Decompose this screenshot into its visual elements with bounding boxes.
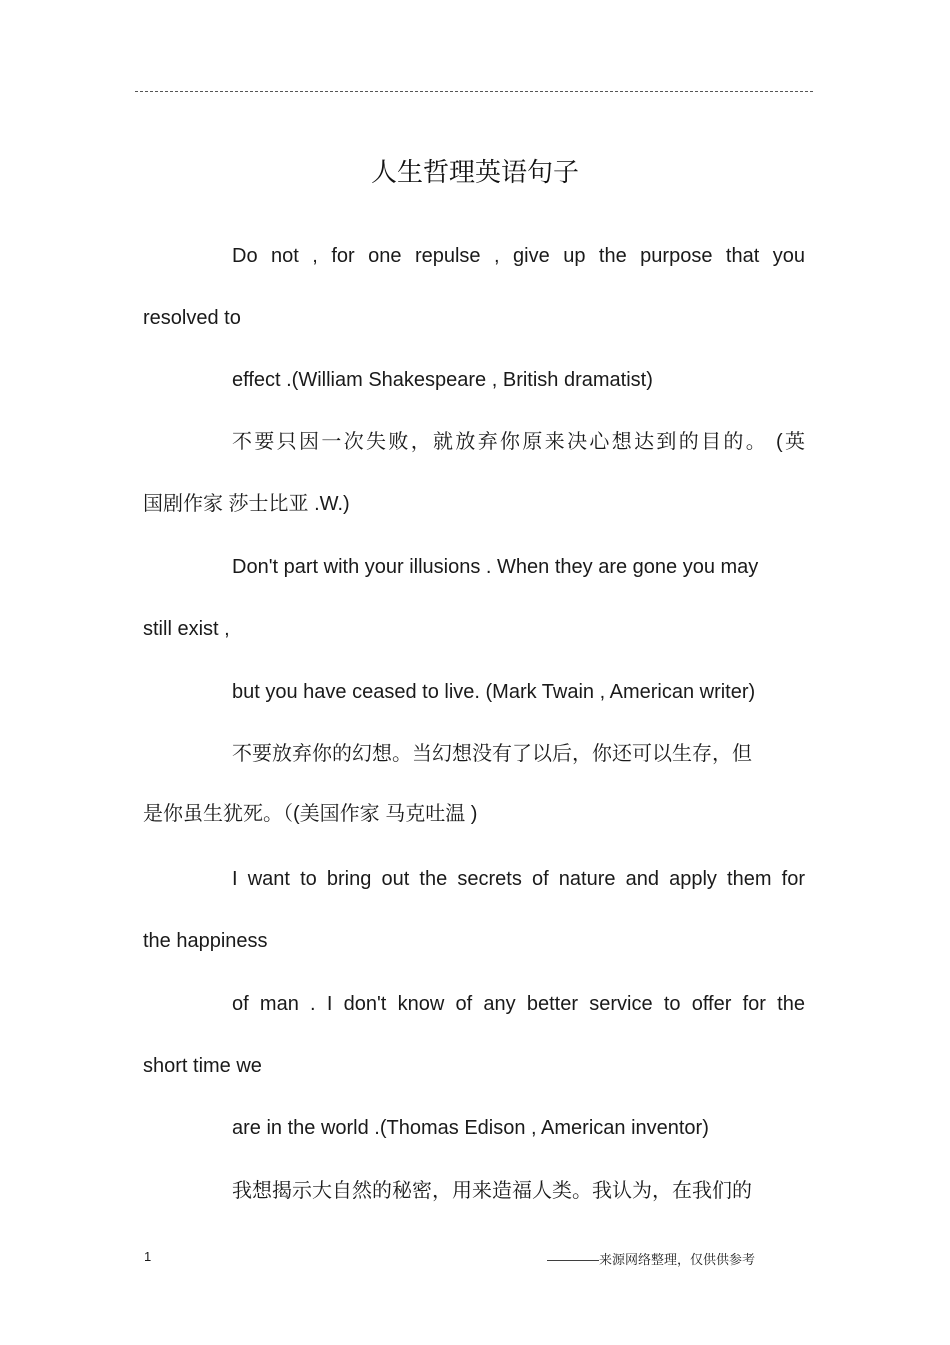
body-line: short time we	[143, 1055, 262, 1077]
body-line: are in the world .(Thomas Edison , American inventor)	[232, 1117, 709, 1139]
body-line: of man . I don't know of any better service to offer for the	[232, 993, 805, 1015]
source-note: ————来源网络整理，仅供供参考	[547, 1252, 756, 1267]
page-title: 人生哲理英语句子	[370, 158, 579, 188]
body-line: the happiness	[143, 930, 268, 952]
body-line: 是你虽生犹死。（(美国作家 马克吐温 )	[143, 803, 478, 825]
body-line: resolved to	[143, 307, 241, 329]
body-line: 不要只因一次失败，就放弃你原来决心想达到的目的。 (英	[232, 431, 805, 453]
body-line: 我想揭示大自然的秘密，用来造福人类。我认为，在我们的	[232, 1180, 752, 1202]
body-line: 国剧作家 莎士比亚 .W.)	[143, 493, 350, 515]
body-line: Do not , for one repulse , give up the purpose that you	[232, 245, 805, 267]
body-line: effect .(William Shakespeare , British dramatist)	[232, 369, 653, 391]
body-line: Don't part with your illusions . When they are gone you may	[232, 556, 759, 578]
page-number: 1	[144, 1249, 152, 1264]
header-rule	[135, 91, 813, 92]
body-line: 不要放弃你的幻想。当幻想没有了以后，你还可以生存，但	[232, 743, 752, 765]
body-line: but you have ceased to live. (Mark Twain , American writer)	[232, 681, 756, 703]
body-line: still exist ,	[143, 618, 230, 640]
body-line: I want to bring out the secrets of nature and apply them for	[232, 868, 805, 890]
